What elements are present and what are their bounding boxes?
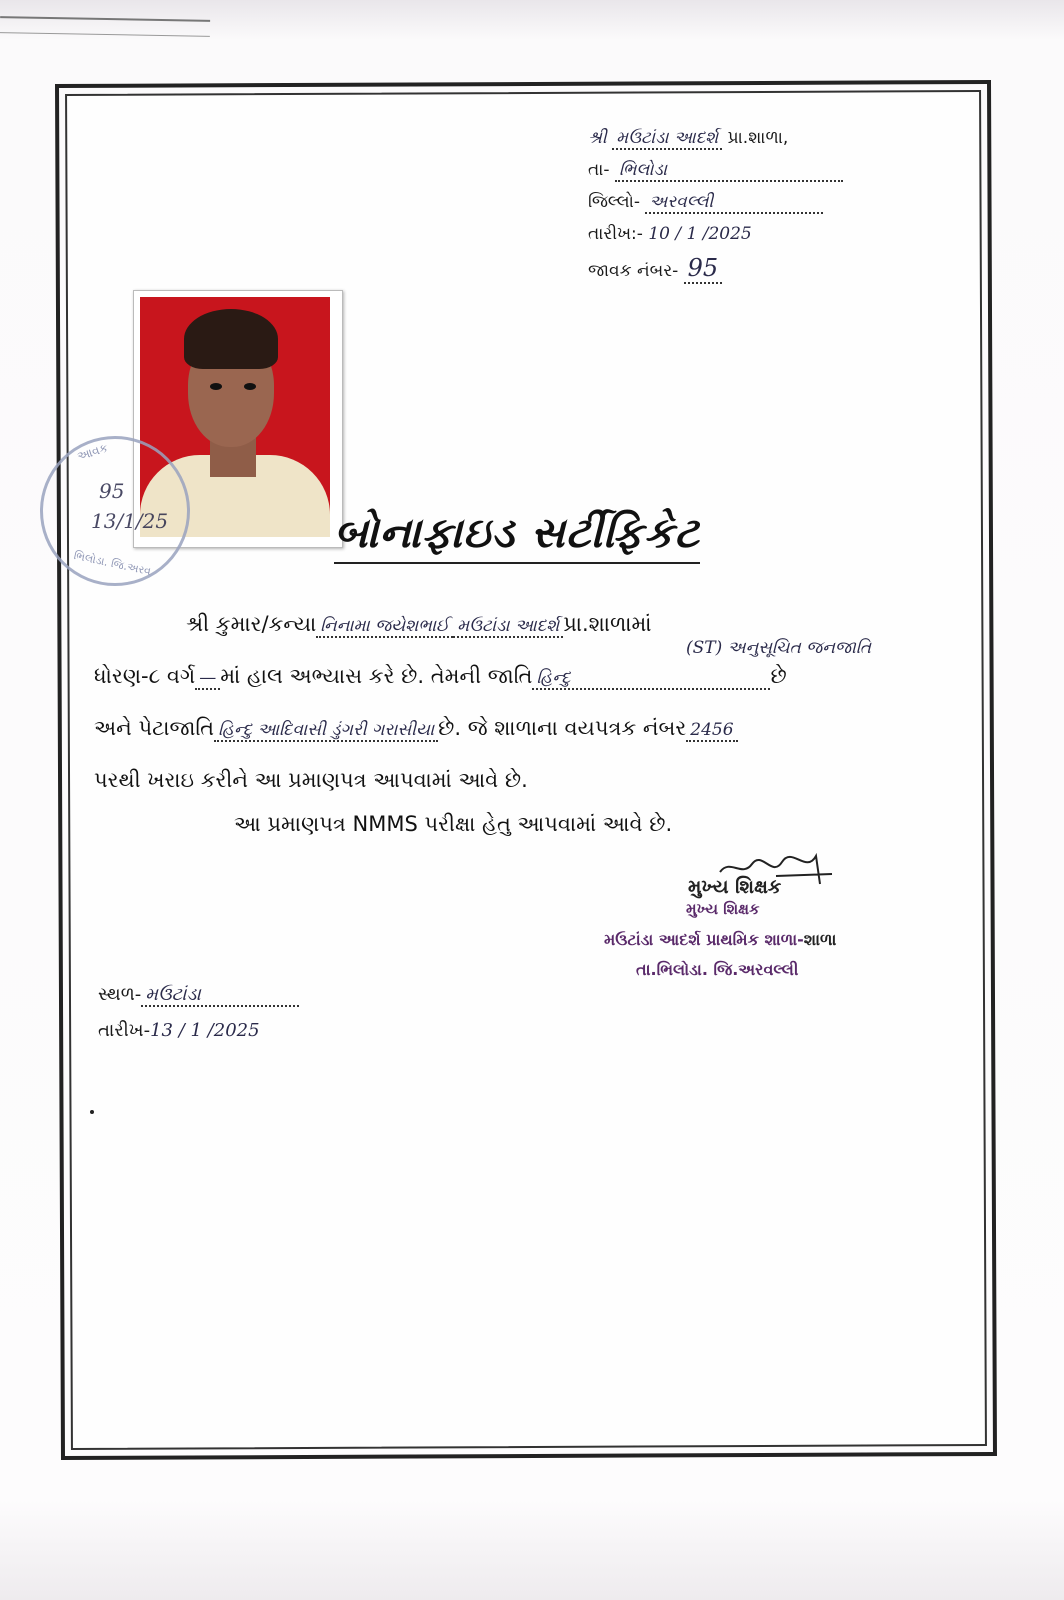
stamp-top-text: આવક: [75, 440, 110, 464]
place-field: મઉટાંડા: [141, 984, 299, 1007]
footer-date-value: 13 / 1 /2025: [150, 1020, 260, 1041]
stamp-number: 95: [99, 479, 125, 503]
body-line-4: પરથી ખરાઇ કરીને આ પ્રમાણપત્ર આપવામાં આવે છે.: [94, 768, 528, 792]
taluka-field: ભિલોડા: [615, 160, 843, 182]
subcaste-field: હિન્દુ આદિવાસી ડુંગરી ગરાસીયા: [214, 720, 438, 742]
district-field: અરવલ્લી: [645, 192, 823, 214]
seal-address: તા.ભિલોડા. જિ.અરવલ્લી: [636, 960, 799, 979]
school-name-body-field: મઉટાંડા આદર્શ: [453, 616, 563, 638]
class-field: —: [195, 668, 220, 690]
stray-dot: [90, 1110, 94, 1114]
signatory-title: મુખ્ય શિક્ષક: [688, 876, 782, 898]
district-label: જિલ્લો-: [588, 192, 641, 212]
header-date-value: 10 / 1 /2025: [648, 224, 752, 244]
school-line: [588, 128, 948, 150]
stamp-date: 13/1/25: [91, 509, 169, 533]
inward-stamp: [40, 436, 190, 586]
taluka-label: તા-: [588, 160, 610, 180]
school-name-field: મઉટાંડા આદર્શ: [612, 128, 722, 150]
student-name-field: નિનામા જયેશભાઈ: [316, 616, 453, 638]
place-line: સ્થળ- મઉટાંડા: [98, 984, 299, 1007]
header-date-line: [588, 224, 948, 244]
stamp-bottom-text: ભિલોડા. જિ.અરવ: [72, 548, 153, 579]
seal-school: મઉટાંડા આદર્શ પ્રાથમિક શાળા-શાળા: [604, 930, 837, 949]
seal-role: મુખ્ય શિક્ષક: [686, 900, 760, 918]
caste-note: (ST) અનુસૂચિત જનજાતિ: [686, 638, 872, 658]
header-block: [588, 128, 948, 294]
body-line-2: ધોરણ-૮ વર્ગ — માં હાલ અભ્યાસ કરે છે. તેમની જાતિ હિન્દુ છે: [94, 664, 787, 688]
body-line-3: અને પેટાજાતિ હિન્દુ આદિવાસી ડુંગરી ગરાસીયા છે. જે શાળાના વયપત્રક નંબર 2456: [94, 716, 738, 742]
school-suffix: પ્રા.શાળા,: [727, 128, 789, 148]
body-line-5: આ પ્રમાણપત્ર NMMS પરીક્ષા હેતુ આપવામાં આવે છે.: [234, 812, 673, 836]
certificate-title: બોનાફાઇડ સર્ટીફિકેટ: [334, 508, 700, 564]
paper-edge-strip: [0, 16, 210, 37]
school-prefix: શ્રી: [588, 128, 607, 148]
outward-number-value: 95: [684, 254, 723, 284]
district-line: [588, 192, 948, 214]
outward-number-label: જાવક નંબર-: [588, 261, 679, 281]
outward-number-line: [588, 254, 948, 284]
body-line-1: શ્રી કુમાર/કન્યા નિનામા જયેશભાઈ મઉટાંડા આદર્શ પ્રા.શાળામાં: [186, 612, 652, 636]
footer-date-line: તારીખ-13 / 1 /2025: [98, 1020, 260, 1041]
taluka-line: [588, 160, 948, 182]
caste-field: હિન્દુ: [532, 668, 770, 690]
gr-number-field: 2456: [686, 720, 737, 742]
header-date-label: તારીખ:-: [588, 224, 643, 244]
